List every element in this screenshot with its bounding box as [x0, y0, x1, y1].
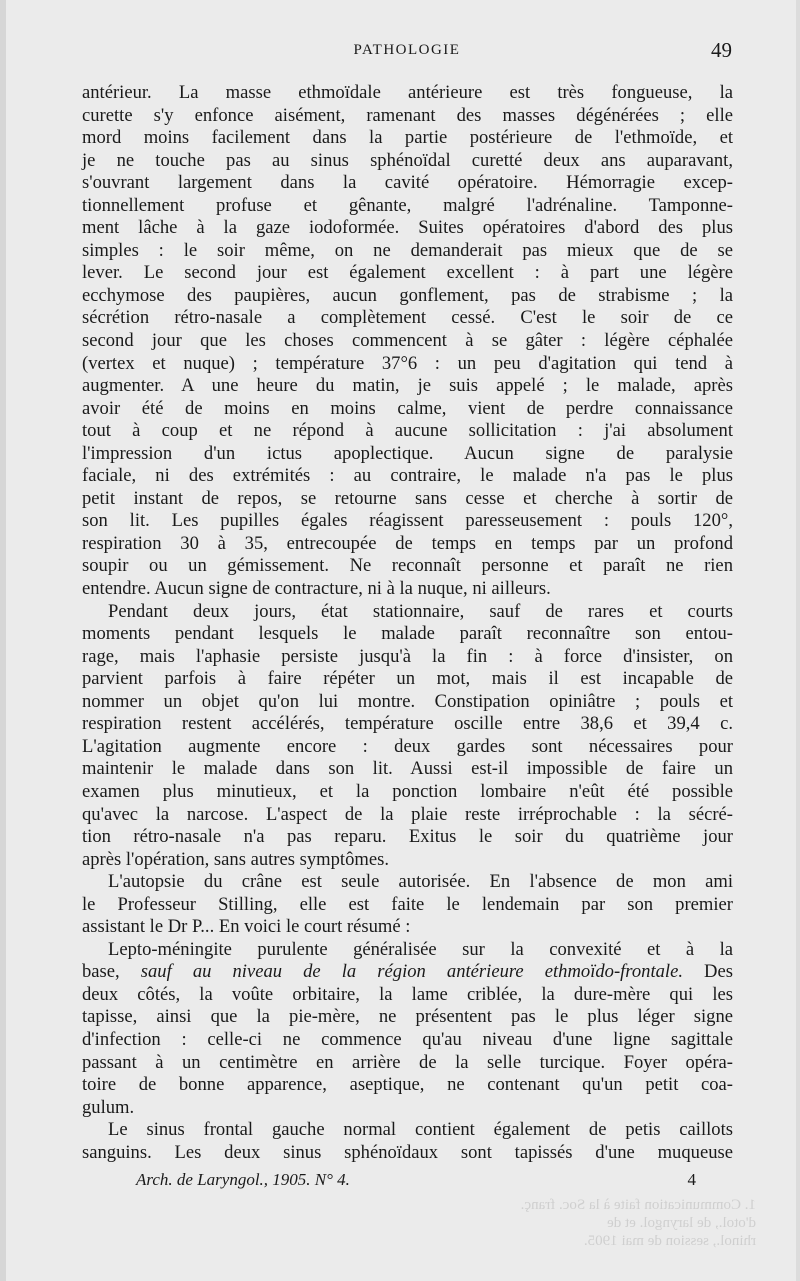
text-line: parvient parfois à faire répéter un mot, mais il est incapable de [82, 668, 733, 690]
running-head [82, 38, 732, 66]
text-line: second jour que les choses commencent à se gâter : légère céphalée [82, 330, 733, 352]
text-line: passant à un centimètre en arrière de la selle turcique. Foyer opéra- [82, 1051, 733, 1073]
text-line: rage, mais l'aphasie persiste jusqu'à la fin : à force d'insister, on [82, 645, 733, 667]
page-footer [136, 1170, 696, 1194]
text-line: sanguins. Les deux sinus sphénoïdaux sont tapissés d'une muqueuse [82, 1141, 733, 1163]
text-line: antérieur. La masse ethmoïdale antérieure est très fongueuse, la [82, 82, 733, 103]
text-line: tapisse, ainsi que la pie-mère, ne présentent pas le plus léger signe [82, 1006, 733, 1028]
text-line: mord moins facilement dans la partie postérieure de l'ethmoïde, et [82, 127, 733, 149]
text-line: Pendant deux jours, état stationnaire, sauf de rares et courts [108, 600, 733, 622]
page-number: 49 [711, 38, 732, 62]
text-line: examen plus minutieux, et la ponction lombaire n'eût été possible [82, 780, 733, 802]
italic-run: sauf au niveau de la région antérieure ethmoïdo-frontale. [140, 961, 683, 983]
text-line: après l'opération, sans autres symptômes. [82, 848, 389, 870]
text-line: gulum. [82, 1096, 135, 1118]
text-line [82, 961, 733, 984]
text-line: d'infection : celle-ci ne commence qu'au niveau d'une ligne sagittale [82, 1028, 733, 1050]
text-line: toire de bonne apparence, aseptique, ne contenant qu'un petit coa- [82, 1074, 733, 1096]
text-line: curette s'y enfonce aisément, ramenant des masses dégénérées ; elle [82, 104, 733, 126]
show-through-line: 1. Communication faite à la Soc. franç. d'otol., de laryngol. et de [520, 1197, 756, 1231]
running-title: PATHOLOGIE [353, 42, 461, 58]
text-line: petit instant de repos, se retourne sans cesse et cherche à sortir de [82, 487, 733, 509]
signature-mark: 4 [687, 1170, 696, 1189]
text-line: tout à coup et ne répond à aucune sollicitation : j'ai absolument [82, 420, 733, 442]
text-line: maintenir le malade dans son lit. Aussi est-il impossible de faire un [82, 758, 733, 780]
text-line: L'agitation augmente encore : deux gardes sont nécessaires pour [82, 735, 733, 757]
text-run: base, [82, 961, 141, 983]
text-line: je ne touche pas au sinus sphénoïdal curetté deux ans auparavant, [82, 149, 733, 171]
text-line: respiration 30 à 35, entrecoupée de temps en temps par un profond [82, 532, 733, 554]
text-line: qu'avec la narcose. L'aspect de la plaie reste irréprochable : la sécré- [82, 803, 733, 825]
text-line: avoir été de moins en moins calme, vient de perdre connaissance [82, 397, 733, 419]
text-line: tion rétro-nasale n'a pas reparu. Exitus le soir du quatrième jour [82, 826, 733, 848]
text-line: Le sinus frontal gauche normal contient également de petis caillots [108, 1119, 733, 1141]
footer-source: Arch. de Laryngol., 1905. N° 4. [136, 1170, 350, 1189]
text-line: augmenter. A une heure du matin, je suis appelé ; le malade, après [82, 375, 733, 397]
text-line: ecchymose des paupières, aucun gonflement, pas de strabisme ; la [82, 284, 733, 306]
text-line: L'autopsie du crâne est seule autorisée. En l'absence de mon ami [108, 871, 733, 893]
text-line: faciale, ni des extrémités : au contraire, le malade n'a pas le plus [82, 465, 733, 487]
text-line: respiration restent accélérés, température oscille entre 38,6 et 39,4 c. [82, 713, 733, 735]
text-run: Des [682, 961, 733, 983]
text-line: moments pendant lesquels le malade paraît reconnaître son entou- [82, 623, 733, 645]
text-line: simples : le soir même, on ne demanderait pas mieux que de se [82, 239, 733, 261]
text-line: sécrétion rétro-nasale a complètement cessé. C'est le soir de ce [82, 307, 733, 329]
text-line: nommer un objet qu'on lui montre. Constipation opiniâtre ; pouls et [82, 690, 733, 712]
text-line: tionnellement profuse et gênante, malgré l'adrénaline. Tamponne- [82, 194, 733, 216]
text-line: entendre. Aucun signe de contracture, ni à la nuque, ni ailleurs. [82, 578, 551, 600]
text-line: assistant le Dr P... En voici le court résumé : [82, 916, 411, 938]
text-line: l'impression d'un ictus apoplectique. Aucun signe de paralysie [82, 442, 733, 464]
text-line: le Professeur Stilling, elle est faite le lendemain par son premier [82, 893, 733, 915]
text-line: ment lâche à la gaze iodoformée. Suites opératoires d'abord des plus [82, 217, 733, 239]
show-through-line: rhinol., session de mai 1905. [583, 1233, 756, 1249]
text-line: lever. Le second jour est également excellent : à part une légère [82, 262, 733, 284]
text-line: s'ouvrant largement dans la cavité opératoire. Hémorragie excep- [82, 172, 733, 194]
text-line: (vertex et nuque) ; température 37°6 : un peu d'agitation qui tend à [82, 352, 733, 374]
text-line: Lepto-méningite purulente généralisée sur la convexité et à la [108, 938, 733, 960]
text-line: deux côtés, la voûte orbitaire, la lame criblée, la dure-mère qui les [82, 983, 733, 1005]
text-line: soupir ou un gémissement. Ne reconnaît personne et paraît ne rien [82, 555, 733, 577]
show-through-text [476, 1196, 756, 1250]
body-text [82, 82, 733, 1164]
text-line: son lit. Les pupilles égales réagissent paresseusement : pouls 120°, [82, 510, 733, 532]
